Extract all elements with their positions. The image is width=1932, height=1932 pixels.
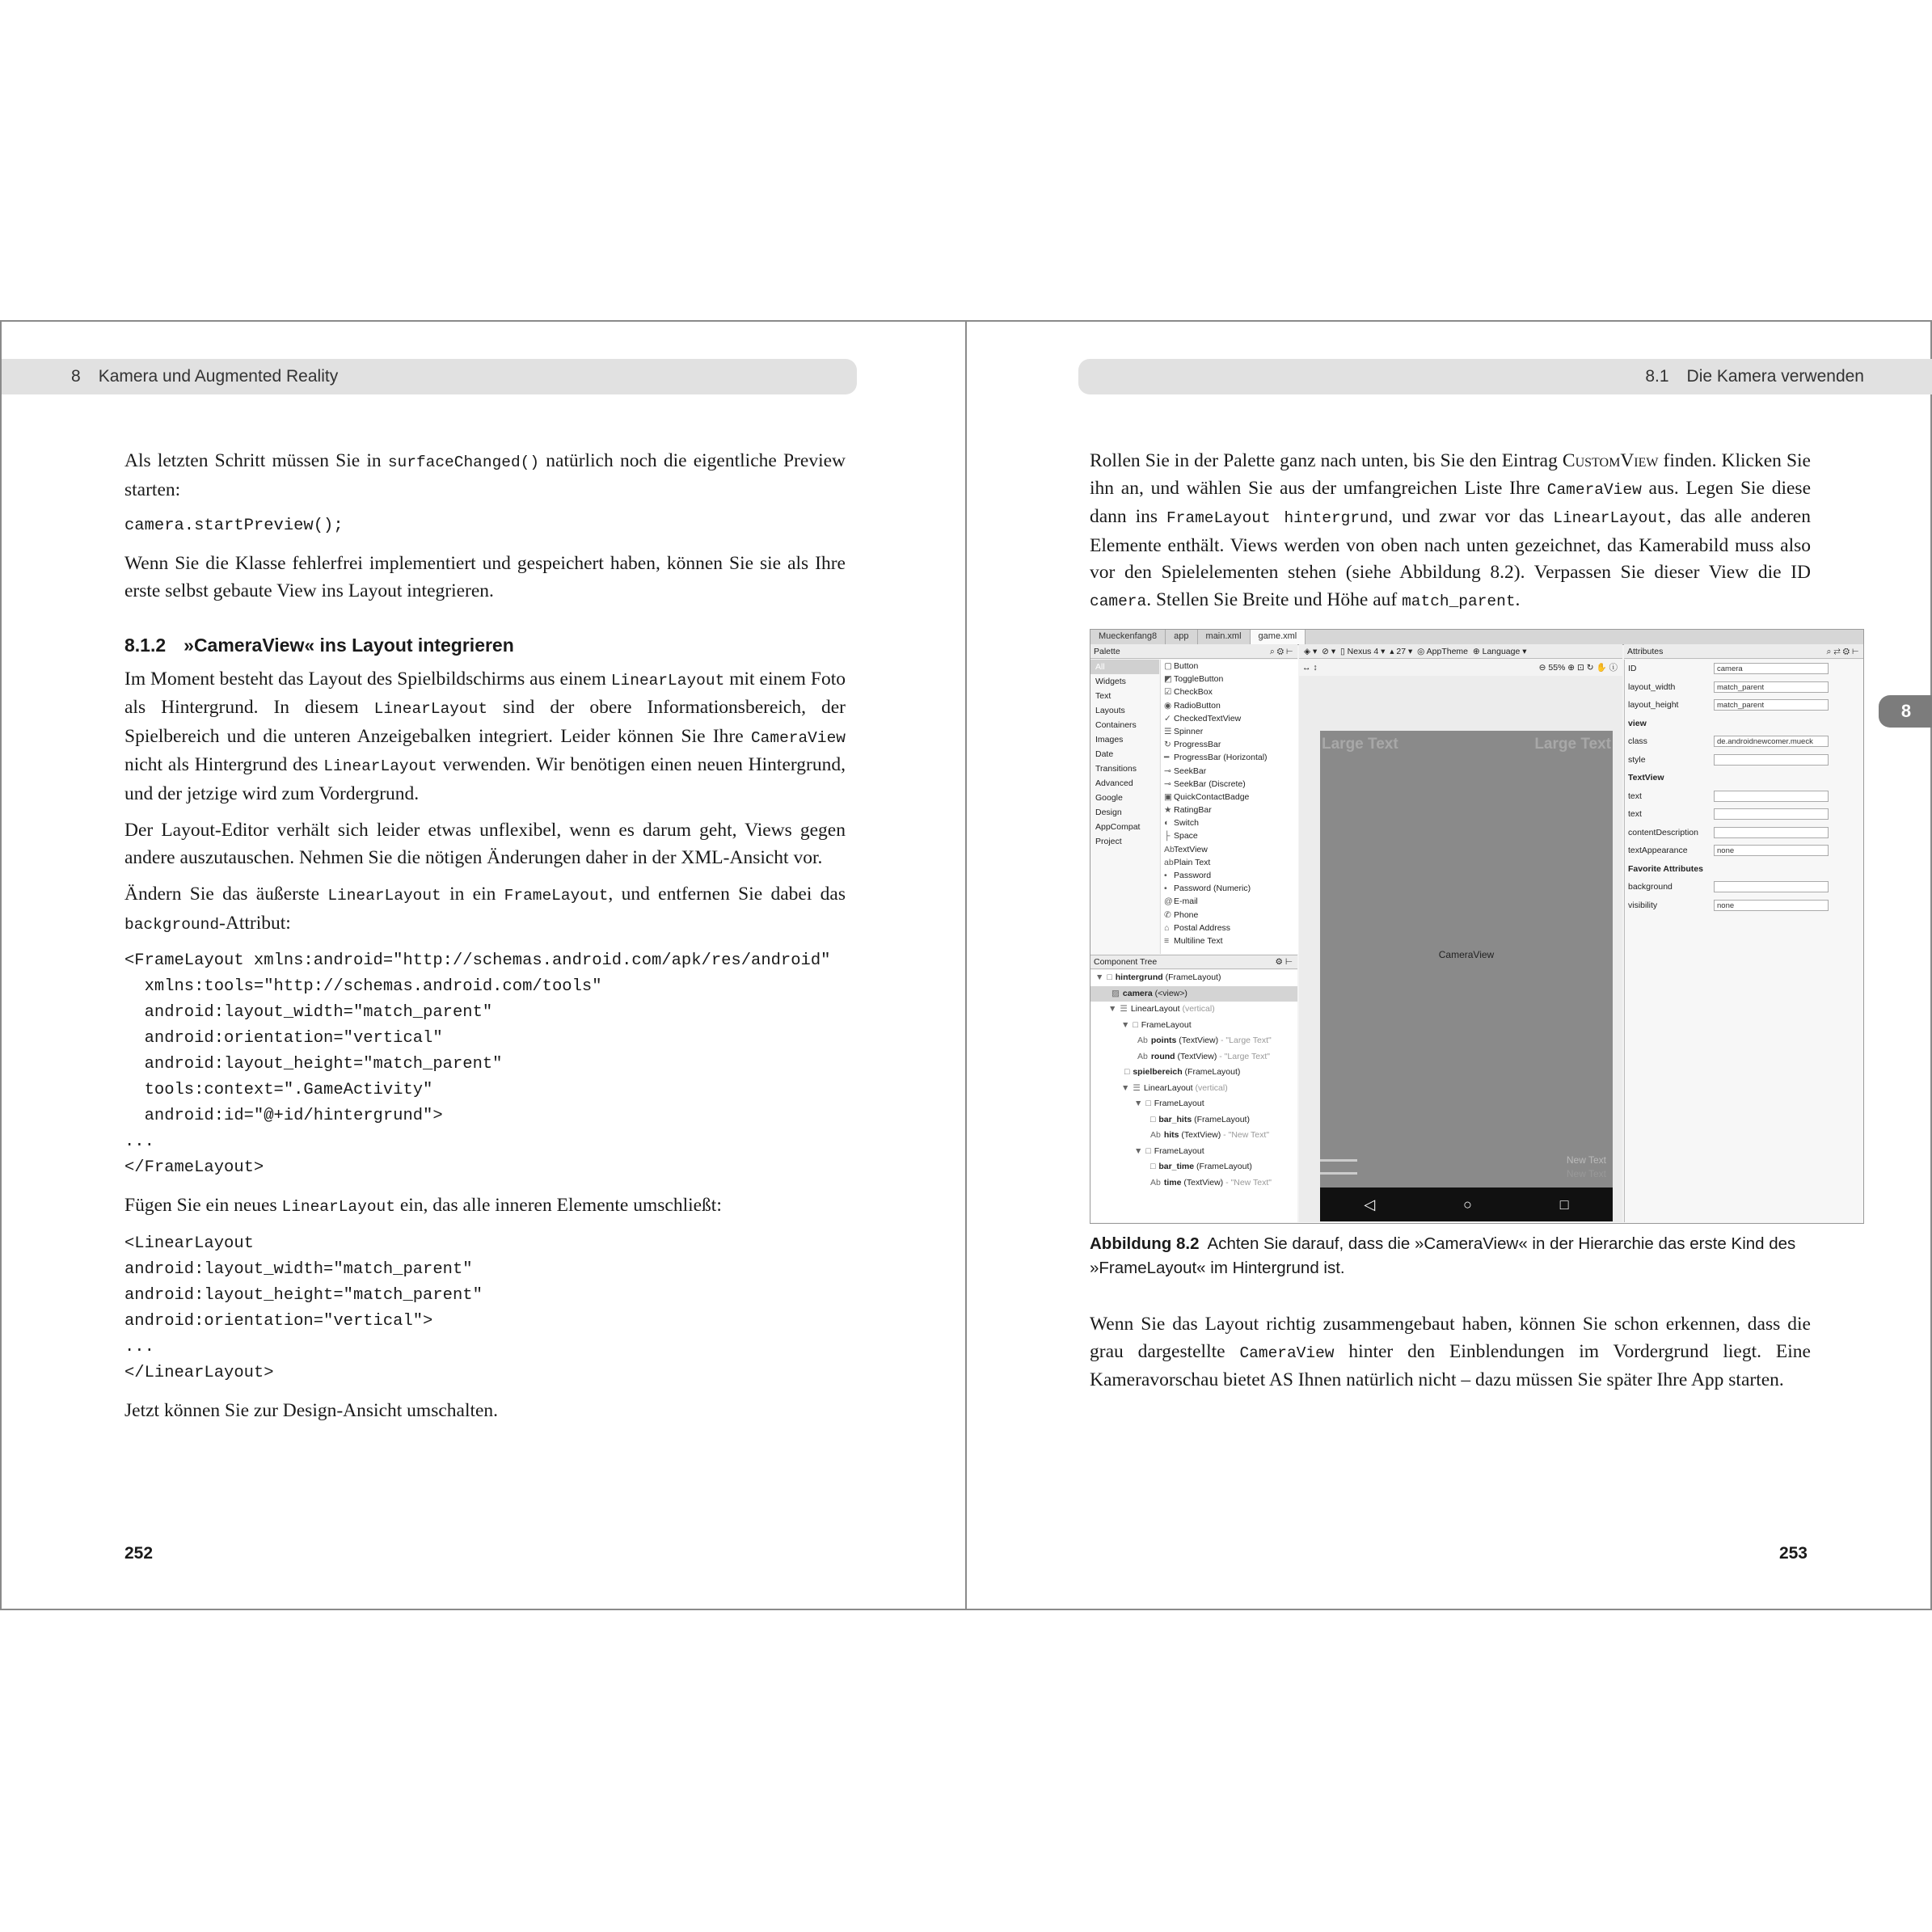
- running-head-left: [2, 359, 857, 394]
- palette-categories: [1090, 660, 1159, 954]
- zoom-out-icon[interactable]: ⊖: [1538, 663, 1546, 673]
- tree-node-extra: (vertical): [1179, 1004, 1215, 1014]
- paragraph: Wenn Sie die Klasse fehlerfrei implementiert und gespeichert haben, können Sie sie als Ihre erste selbst gebaute View ins Layout integrieren.: [124, 553, 846, 601]
- tree-node-icon: Ab: [1150, 1130, 1161, 1140]
- palette-item[interactable]: [1161, 843, 1298, 856]
- widget-icon: ⌂: [1164, 922, 1170, 933]
- tree-node-type: (TextView): [1181, 1177, 1224, 1187]
- section-heading: 8.1.2 »CameraView« ins Layout integrieren: [124, 635, 514, 656]
- palette-category[interactable]: Transitions: [1095, 764, 1137, 774]
- palette-item-label: RatingBar: [1174, 805, 1212, 816]
- tree-node-name: points: [1150, 1036, 1177, 1045]
- palette-item[interactable]: [1161, 660, 1298, 673]
- attribute-value-field[interactable]: none: [1714, 845, 1829, 856]
- widget-icon: ✆: [1164, 909, 1171, 920]
- widget-icon: ◐: [1164, 818, 1170, 829]
- tree-node-type: (FrameLayout): [1162, 972, 1221, 982]
- attributes-panel: [1624, 660, 1864, 1222]
- attribute-label: textAppearance: [1628, 846, 1688, 855]
- refresh-icon[interactable]: ↻: [1586, 663, 1594, 673]
- tree-node-icon: □: [1145, 1145, 1151, 1156]
- tree-node[interactable]: [1090, 1018, 1297, 1034]
- palette-item[interactable]: [1161, 856, 1298, 869]
- palette-items: [1160, 660, 1298, 954]
- widget-icon: ↻: [1164, 740, 1171, 750]
- attribute-label: ID: [1628, 664, 1637, 673]
- palette-item[interactable]: [1161, 765, 1298, 778]
- tree-node-name: bar_hits: [1158, 1114, 1192, 1124]
- palette-item-label: Spinner: [1174, 726, 1204, 736]
- device-preview[interactable]: [1320, 731, 1613, 1187]
- paragraph: Fügen Sie ein neues LinearLayout ein, das alle inneren Elemente umschließt:: [124, 1195, 722, 1216]
- attributes-label: Attributes: [1627, 647, 1664, 656]
- tree-node-icon: □: [1133, 1019, 1138, 1030]
- widget-icon: ━: [1164, 753, 1170, 763]
- tree-node-name: spielbereich: [1133, 1067, 1183, 1077]
- attribute-label: view: [1628, 718, 1647, 728]
- attribute-row: [1625, 696, 1864, 715]
- attribute-section: [1625, 860, 1864, 879]
- tree-node[interactable]: [1090, 986, 1297, 1002]
- attribute-row: [1625, 678, 1864, 697]
- attribute-label: class: [1628, 736, 1647, 746]
- component-tree-header: [1090, 955, 1297, 969]
- screenshot-figure: [1090, 629, 1864, 1224]
- tree-node-type: (<view>): [1152, 988, 1187, 998]
- tree-node-extra: - "New Text": [1223, 1177, 1272, 1187]
- paragraph: Im Moment besteht das Layout des Spielbildschirms aus einem LinearLayout mit einem Foto als Hintergrund. In diesem LinearLayout sind der obere Informationsbereich, der Spielbereich und die unteren Anzeigebalken integriert. Leider können Sie Ihre CameraView nicht als Hintergrund des LinearLayout verwenden. Wir benötigen einen neuen Hintergrund, und der jetzige wird zum Vordergrund.: [124, 668, 846, 804]
- widget-icon: ab: [1164, 857, 1174, 867]
- tree-node-type: (TextView): [1179, 1130, 1221, 1140]
- attribute-label: visibility: [1628, 900, 1658, 910]
- tree-node[interactable]: [1090, 1033, 1297, 1049]
- tree-node[interactable]: [1090, 1144, 1297, 1160]
- tree-node[interactable]: [1090, 1096, 1297, 1112]
- tree-node-icon: ▨: [1112, 988, 1120, 998]
- attribute-value-field[interactable]: none: [1714, 900, 1829, 911]
- tree-node-icon: Ab: [1137, 1036, 1148, 1045]
- tree-node[interactable]: [1090, 1112, 1297, 1128]
- attribute-value-field[interactable]: camera: [1714, 663, 1829, 674]
- design-canvas[interactable]: [1299, 676, 1622, 1222]
- theme-icon: ◎: [1417, 647, 1425, 656]
- attribute-value-field[interactable]: [1714, 827, 1829, 838]
- tree-node-type: (FrameLayout): [1192, 1114, 1250, 1124]
- paragraph: Rollen Sie in der Palette ganz nach unten, bis Sie den Eintrag CustomView finden. Klicken Sie ihn an, und wählen Sie aus der umfangreichen Liste Ihre CameraView aus. Legen Sie diese dann ins FrameLayout hintergrund, und zwar vor das LinearLayout, das alle anderen Elemente enthält. Views werden von oben nach unten gezeichnet, das Kamerabild muss also vor den Spielelementen stehen (siehe Abbildung 8.2). Verpassen Sie dieser View die ID camera. Stellen Sie Breite und Höhe auf match_parent.: [1090, 450, 1812, 610]
- fit-icon[interactable]: ⊡: [1577, 663, 1584, 673]
- attribute-value-field[interactable]: [1714, 791, 1829, 802]
- palette-category[interactable]: AppCompat: [1095, 822, 1141, 832]
- tree-node[interactable]: [1090, 1128, 1297, 1144]
- search-icon[interactable]: ⌕ ⚙ ⊢: [1269, 647, 1293, 656]
- palette-item[interactable]: [1161, 685, 1298, 698]
- tree-node-extra: - "Large Text": [1217, 1051, 1270, 1061]
- palette-item-label: Space: [1174, 831, 1198, 842]
- tree-node-name: round: [1150, 1051, 1175, 1061]
- attribute-row: [1625, 805, 1864, 824]
- paragraph: Der Layout-Editor verhält sich leider etwas unflexibel, wenn es darum geht, Views gegen andere auszutauschen. Nehmen Sie die nötigen Änderungen daher in der XML-Ansicht vor.: [124, 820, 846, 868]
- widget-icon: ★: [1164, 805, 1172, 816]
- tree-node[interactable]: [1090, 1081, 1297, 1097]
- chapter-title: Kamera und Augmented Reality: [98, 367, 339, 386]
- palette-item[interactable]: [1161, 804, 1298, 816]
- palette-category[interactable]: Date: [1095, 749, 1114, 759]
- preview-large-text-right: Large Text: [1534, 736, 1611, 753]
- palette-item-label: Password (Numeric): [1174, 884, 1251, 894]
- attribute-value-field[interactable]: [1714, 881, 1829, 892]
- editor-tab[interactable]: main.xml: [1198, 630, 1251, 644]
- tree-node-name: time: [1163, 1177, 1182, 1187]
- tree-node-type: (TextView): [1176, 1036, 1219, 1045]
- palette-item[interactable]: [1161, 882, 1298, 895]
- orientation-icon[interactable]: ⊘ ▾: [1322, 647, 1336, 656]
- widget-icon: •: [1164, 884, 1167, 894]
- palette-item[interactable]: [1161, 829, 1298, 842]
- palette-item[interactable]: [1161, 869, 1298, 882]
- palette-item-label: TextView: [1174, 844, 1208, 854]
- right-page: [965, 320, 1932, 1610]
- hand-icon[interactable]: ✋: [1596, 663, 1607, 673]
- widget-icon: ☰: [1164, 726, 1172, 736]
- tree-node-type: (TextView): [1175, 1051, 1217, 1061]
- right-body: [1090, 448, 1811, 625]
- attribute-value-field[interactable]: [1714, 808, 1829, 820]
- gear-icon[interactable]: ⚙ ⊢: [1275, 957, 1293, 967]
- device-nav-bar: [1320, 1187, 1613, 1221]
- palette-item[interactable]: [1161, 699, 1298, 712]
- tree-node-extra: (vertical): [1192, 1082, 1228, 1093]
- palette-item-label: CheckBox: [1174, 687, 1213, 698]
- widget-icon: Ab: [1164, 844, 1175, 854]
- paragraph: Ändern Sie das äußerste LinearLayout in ein FrameLayout, und entfernen Sie dabei das background-Attribut:: [124, 884, 846, 934]
- attribute-label: background: [1628, 882, 1673, 892]
- caption-text: Achten Sie darauf, dass die »CameraView« in der Hierarchie das erste Kind des »FrameLayout« im Hintergrund ist.: [1090, 1234, 1796, 1277]
- preview-new-text-1: New Text: [1566, 1154, 1606, 1166]
- tree-node-icon: □: [1145, 1099, 1151, 1108]
- tree-node[interactable]: [1090, 1049, 1297, 1065]
- palette-item-label: ToggleButton: [1174, 674, 1224, 685]
- tree-node-name: FrameLayout: [1141, 1019, 1192, 1030]
- tree-node-extra: - "Large Text": [1218, 1036, 1272, 1045]
- theme-selector[interactable]: AppTheme: [1426, 647, 1469, 656]
- palette-item[interactable]: [1161, 712, 1298, 725]
- home-icon[interactable]: ○: [1463, 1196, 1472, 1213]
- attribute-row: [1625, 842, 1864, 860]
- tree-node-icon: □: [1150, 1162, 1156, 1171]
- tree-node-icon: Ab: [1137, 1051, 1148, 1061]
- palette-category[interactable]: Layouts: [1095, 706, 1125, 715]
- widget-icon: ⊸: [1164, 778, 1171, 789]
- palette-category[interactable]: Widgets: [1095, 677, 1126, 686]
- palette-item-label: CheckedTextView: [1174, 713, 1242, 723]
- tree-node[interactable]: [1090, 1159, 1297, 1175]
- preview-new-text-2: New Text: [1566, 1168, 1606, 1179]
- code-block: <FrameLayout xmlns:android="http://schemas.android.com/apk/res/android" xmlns:tools="http://schemas.android.com/tools" android:layout_width="match_parent" android:orientation="vertical" android:layout_height="match_parent" tools:context=".GameActivity" android:id="@+id/hintergrund"> ... </FrameLayout>: [124, 951, 831, 1177]
- palette-category[interactable]: Containers: [1095, 720, 1137, 730]
- attribute-row: [1625, 787, 1864, 806]
- palette-category[interactable]: Design: [1095, 808, 1122, 817]
- attribute-value-field[interactable]: match_parent: [1714, 681, 1829, 693]
- device-selector[interactable]: Nexus 4: [1347, 647, 1379, 656]
- widget-icon: ◩: [1164, 674, 1172, 685]
- palette-header: [1090, 644, 1297, 659]
- attribute-value-field[interactable]: [1714, 754, 1829, 766]
- editor-tab[interactable]: game.xml: [1251, 630, 1306, 644]
- right-body-after-figure: [1090, 1311, 1811, 1404]
- bar-indicator: [1320, 1172, 1357, 1175]
- page-number: 253: [1778, 1544, 1808, 1563]
- tree-expand-icon: ▼: [1121, 1019, 1130, 1030]
- tree-node-icon: ☰: [1120, 1004, 1128, 1014]
- widget-icon: ⊸: [1164, 766, 1171, 776]
- attribute-section: [1625, 715, 1864, 733]
- palette-category[interactable]: Advanced: [1095, 778, 1133, 788]
- recent-apps-icon[interactable]: □: [1559, 1196, 1569, 1213]
- palette-item-label: RadioButton: [1174, 700, 1221, 711]
- tree-node-icon: □: [1107, 972, 1112, 982]
- palette-item-label: Postal Address: [1174, 922, 1231, 933]
- palette-item[interactable]: [1161, 909, 1298, 922]
- attribute-row: [1625, 878, 1864, 896]
- tree-node[interactable]: [1090, 1065, 1297, 1081]
- attribute-row: [1625, 824, 1864, 842]
- section-title: Die Kamera verwenden: [1686, 367, 1864, 386]
- paragraph: Jetzt können Sie zur Design-Ansicht umschalten.: [124, 1399, 499, 1421]
- palette-item[interactable]: [1161, 934, 1298, 947]
- widget-icon: ▢: [1164, 661, 1172, 671]
- tree-node-extra: - "New Text": [1221, 1130, 1270, 1140]
- zoom-in-icon[interactable]: ⊕: [1567, 663, 1576, 673]
- preview-large-text-left: Large Text: [1322, 736, 1398, 753]
- back-icon[interactable]: ◁: [1364, 1196, 1376, 1213]
- attributes-header: [1624, 644, 1863, 659]
- design-toolbar: ◈ ▾ ⊘ ▾ ▯ Nexus 4 ▾ ▴ 27 ▾ ◎ AppTheme ⊕ Language ▾: [1299, 644, 1622, 659]
- palette-item-label: Multiline Text: [1174, 935, 1223, 946]
- palette-item[interactable]: [1161, 816, 1298, 829]
- tree-node-name: LinearLayout: [1130, 1004, 1180, 1014]
- tree-expand-icon: ▼: [1121, 1082, 1130, 1093]
- palette-item-label: Switch: [1174, 818, 1199, 829]
- palette-item-label: ProgressBar (Horizontal): [1174, 753, 1268, 763]
- zoom-level: 55%: [1548, 663, 1566, 673]
- code-block: camera.startPreview();: [124, 517, 344, 535]
- editor-tab[interactable]: app: [1166, 630, 1197, 644]
- language-selector[interactable]: Language: [1482, 647, 1521, 656]
- tree-node-name: bar_time: [1158, 1162, 1195, 1171]
- palette-category[interactable]: All: [1090, 660, 1159, 674]
- palette-item-label: SeekBar: [1174, 766, 1207, 776]
- attribute-row: [1625, 751, 1864, 770]
- pan-icon[interactable]: ↔ ↕: [1302, 663, 1318, 673]
- paragraph: Wenn Sie das Layout richtig zusammengebaut haben, können Sie schon erkennen, dass die grau dargestellte CameraView hinter den Einblendungen im Vordergrund liegt. Eine Kameravorschau bietet AS Ihnen natürlich nicht – dazu müssen Sie später Ihre App starten.: [1090, 1314, 1811, 1390]
- tree-node-icon: ☰: [1133, 1082, 1141, 1093]
- palette-item[interactable]: [1161, 738, 1298, 751]
- device-icon: ▯: [1339, 647, 1345, 656]
- tree-expand-icon: ▼: [1095, 972, 1104, 982]
- section-number: 8.1: [1645, 367, 1669, 386]
- palette-item[interactable]: [1161, 895, 1298, 908]
- widget-icon: ▣: [1164, 791, 1172, 802]
- widget-icon: ≡: [1164, 935, 1170, 946]
- palette-item-label: SeekBar (Discrete): [1174, 778, 1246, 789]
- tree-node-icon: □: [1150, 1114, 1156, 1124]
- left-page: [0, 320, 967, 1610]
- palette-category[interactable]: Text: [1095, 691, 1112, 701]
- tree-node[interactable]: [1090, 1002, 1297, 1018]
- tree-expand-icon: ▼: [1134, 1099, 1143, 1108]
- attribute-label: text: [1628, 809, 1642, 819]
- running-head-right: [1078, 359, 1932, 394]
- widget-icon: @: [1164, 896, 1173, 907]
- chapter-thumb-tab: 8: [1879, 695, 1932, 728]
- palette-item-label: QuickContactBadge: [1174, 791, 1250, 802]
- bar-indicator: [1320, 1159, 1357, 1162]
- attribute-label: text: [1628, 791, 1642, 801]
- page-number: 252: [124, 1544, 154, 1563]
- palette-item-label: Button: [1174, 661, 1199, 671]
- widget-icon: ✓: [1164, 713, 1171, 723]
- widget-icon: •: [1164, 871, 1167, 880]
- tree-node-name: camera: [1122, 988, 1153, 998]
- palette-item[interactable]: [1161, 673, 1298, 685]
- palette-category[interactable]: Google: [1095, 793, 1123, 803]
- layers-icon[interactable]: ◈ ▾: [1304, 647, 1318, 656]
- tree-node-name: hits: [1163, 1130, 1179, 1140]
- widget-icon: ├: [1164, 831, 1171, 842]
- attribute-label: Favorite Attributes: [1628, 863, 1703, 874]
- figure-caption: [1090, 1232, 1811, 1280]
- chapter-number: 8: [71, 367, 81, 386]
- search-icon[interactable]: ⌕ ⇄ ⚙ ⊢: [1826, 647, 1858, 656]
- paragraph: Als letzten Schritt müssen Sie in surfaceChanged() natürlich noch die eigentliche Preview starten:: [124, 450, 846, 500]
- tree-node-name: hintergrund: [1115, 972, 1163, 982]
- attribute-label: TextView: [1628, 773, 1664, 783]
- tree-node[interactable]: [1090, 1175, 1297, 1192]
- api-selector[interactable]: 27: [1396, 647, 1407, 656]
- api-icon: ▴: [1390, 647, 1394, 656]
- palette-item-label: Plain Text: [1174, 857, 1211, 867]
- palette-item[interactable]: [1161, 751, 1298, 764]
- left-body: [124, 448, 846, 1434]
- palette-label: Palette: [1094, 647, 1120, 656]
- palette-item[interactable]: [1161, 725, 1298, 738]
- attribute-label: layout_width: [1628, 681, 1676, 692]
- attribute-row: [1625, 732, 1864, 751]
- palette-item-label: ProgressBar: [1174, 740, 1221, 750]
- palette-item[interactable]: [1161, 778, 1298, 791]
- editor-tab-bar: [1090, 630, 1863, 645]
- palette-category[interactable]: Images: [1095, 735, 1124, 745]
- attribute-label: contentDescription: [1628, 827, 1698, 837]
- code-block: <LinearLayout android:layout_width="match_parent" android:layout_height="match_parent" android:orientation="vertical"> ... </LinearLayout>: [124, 1234, 483, 1382]
- attribute-row: [1625, 896, 1864, 915]
- caption-label: Abbildung 8.2: [1090, 1234, 1200, 1253]
- tree-expand-icon: ▼: [1134, 1145, 1143, 1156]
- tree-node[interactable]: [1090, 970, 1297, 986]
- globe-icon: ⊕: [1472, 647, 1480, 656]
- tree-node-name: FrameLayout: [1154, 1145, 1204, 1156]
- tree-node-type: (FrameLayout): [1194, 1162, 1252, 1171]
- widget-icon: ◉: [1164, 700, 1172, 711]
- tree-node-type: (FrameLayout): [1182, 1067, 1241, 1077]
- palette-category[interactable]: Project: [1095, 837, 1122, 846]
- palette-item-label: Password: [1174, 871, 1212, 880]
- attribute-row: [1625, 660, 1864, 678]
- attribute-value-field[interactable]: de.androidnewcomer.mueck: [1714, 736, 1829, 747]
- palette-item-label: E-mail: [1174, 896, 1198, 907]
- palette-item[interactable]: [1161, 922, 1298, 934]
- preview-cameraview-label: CameraView: [1438, 949, 1495, 960]
- palette-item-label: Phone: [1174, 909, 1199, 920]
- attribute-section: [1625, 769, 1864, 787]
- zoom-toolbar: [1299, 660, 1622, 676]
- info-icon[interactable]: ⓘ: [1609, 663, 1618, 673]
- attribute-value-field[interactable]: match_parent: [1714, 699, 1829, 711]
- tree-node-name: FrameLayout: [1154, 1099, 1204, 1108]
- tree-node-icon: Ab: [1150, 1177, 1161, 1187]
- tree-node-name: LinearLayout: [1143, 1082, 1193, 1093]
- palette-item[interactable]: [1161, 791, 1298, 804]
- tree-node-icon: □: [1124, 1067, 1130, 1077]
- attribute-label: layout_height: [1628, 700, 1679, 710]
- attribute-label: style: [1628, 754, 1646, 765]
- widget-icon: ☑: [1164, 687, 1172, 698]
- component-tree: [1090, 970, 1297, 1222]
- component-tree-label: Component Tree: [1094, 957, 1158, 967]
- tree-expand-icon: ▼: [1108, 1004, 1117, 1014]
- editor-tab[interactable]: Mueckenfang8: [1090, 630, 1166, 644]
